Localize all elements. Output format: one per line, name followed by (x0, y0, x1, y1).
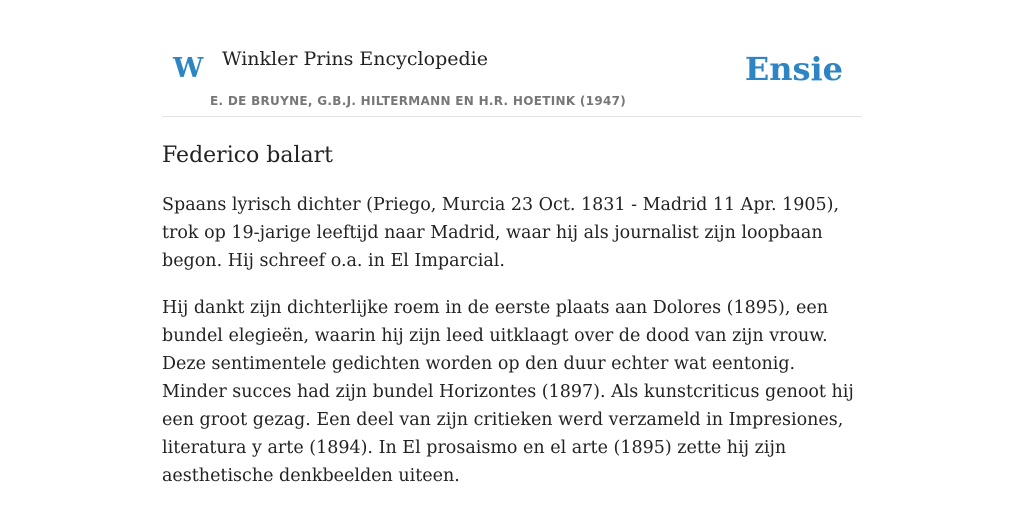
winkler-prins-logo[interactable]: W (173, 53, 204, 84)
article-paragraph: Spaans lyrisch dichter (Priego, Murcia 23 Oct. 1831 - Madrid 11 Apr. 1905), trok op 19-jarige leeftijd naar Madrid, waar hij als journalist zijn loopbaan begon. Hij schreef o.a. in El Imparcial. (162, 195, 840, 271)
entry-title: Federico balart (162, 143, 334, 168)
page (162, 0, 862, 490)
source-title[interactable]: Winkler Prins Encyclopedie (222, 48, 488, 70)
article-paragraph: Hij dankt zijn dichterlijke roem in de eerste plaats aan Dolores (1895), een bundel elegieën, waarin hij zijn leed uitklaagt over de dood van zijn vrouw. Deze sentimentele gedichten worden op den duur echter wat eentonig. Minder succes had zijn bundel Horizontes (1897). Als kunstcriticus genoot hij een groot gezag. Een deel van zijn critieken werd verzameld in Impresiones, literatura y arte (1894). In El prosaismo en el arte (1895) zette hij zijn aesthetische denkbeelden uiteen. (162, 298, 854, 486)
ensie-logo[interactable]: Ensie (744, 50, 843, 88)
source-authors: E. DE BRUYNE, G.B.J. HILTERMANN EN H.R. HOETINK (1947) (210, 94, 627, 108)
source-header (162, 44, 862, 117)
